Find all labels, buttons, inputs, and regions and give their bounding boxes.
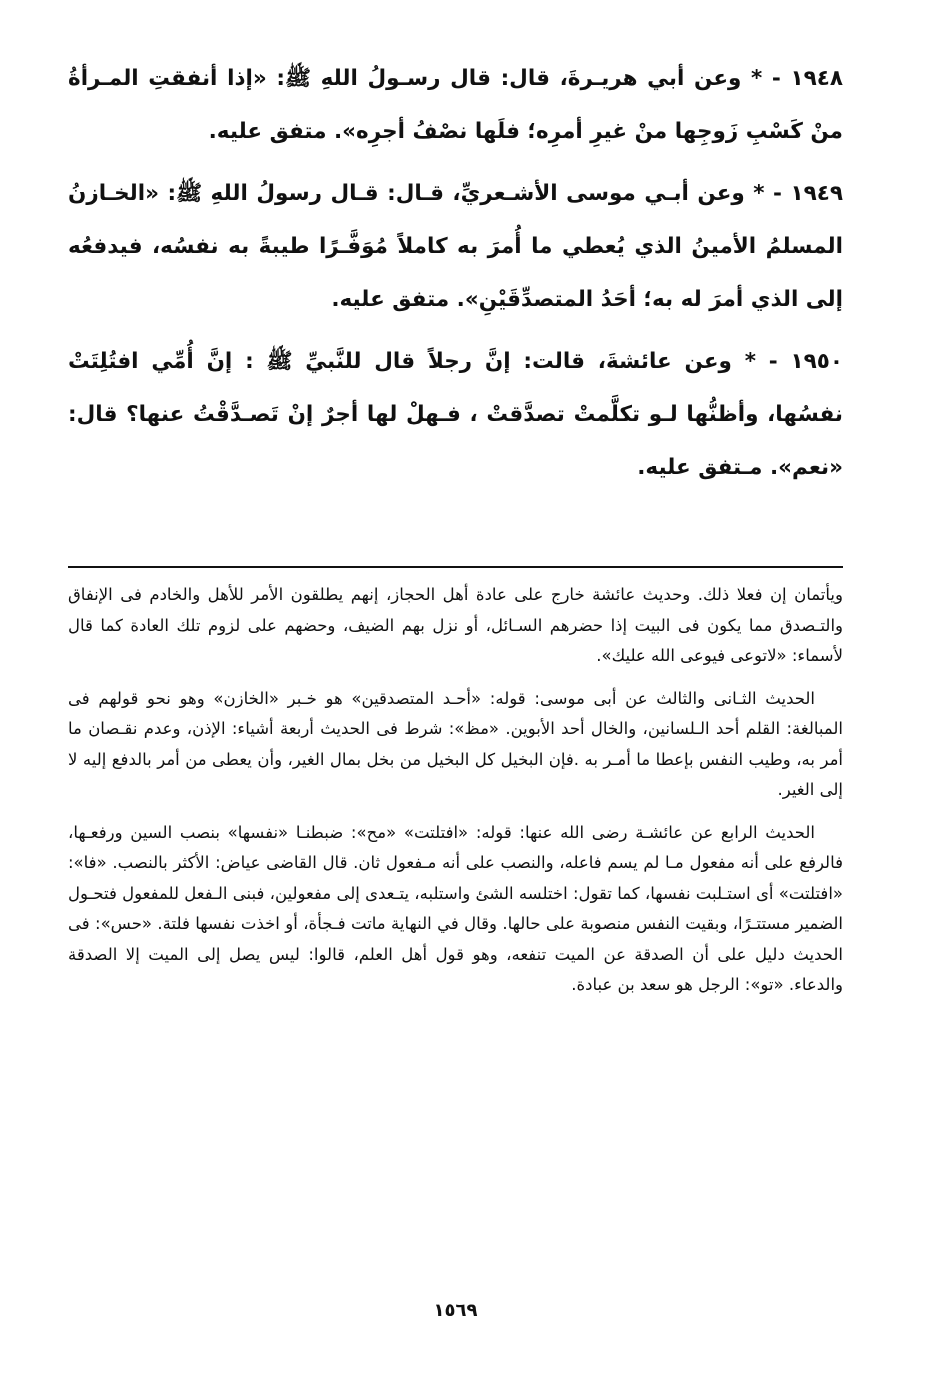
hadith-1949: ١٩٤٩ - * وعن أبـي موسى الأشـعريِّ، قـال: قـال رسولُ اللهِ ﷺ: «الخـازنُ المسلمُ الأمينُ الذي يُعطي ما أُمرَ به كاملاً مُوَفَّـرًا طيبةً به نفسُه، فيدفعُه إلى الذي أمرَ له به؛ أحَدُ المتصدِّقَيْنِ». متفق عليه. <box>68 181 843 312</box>
hadith-section <box>68 52 843 494</box>
commentary-paragraph-2: الحديث الثـانى والثالث عن أبى موسى: قوله: «أحـد المتصدقين» هو خـبر «الخازن» وهو نحو قولهم فى المبالغة: القلم أحد الـلسانين، والخال أحد الأبوين. «مظ»: شرط فى الحديث أربعة أشياء: الإذن، وعدم نقـصان ما أمر به، وطيب النفس بإعطا ما أمـر به .فإن البخيل كل البخيل من بخل بمال الغير، وأن يعطى من أمر بالدفع إليه لا إلى الغير. <box>68 688 843 799</box>
commentary-paragraph-3: الحديث الرابع عن عائشـة رضى الله عنها: قوله: «افتلتت» «مح»: ضبطنـا «نفسها» بنصب السين ورفعـها، فالرفع على أنه مفعول مـا لم يسم فاعله، والنصب على أنه مـفعول ثان. قال القاضى عياض: الأكثر بالنصب. «فا»: «افتلتت» أى استـلبت نفسها، كما تقول: اختلسه الشئ واستلبه، يتـعدى إلى مفعولين، فبنى الـفعل للمفعول فتحـول الضمير مستتـرًا، وبقيت النفس منصوبة على حالها. وقال في النهاية ماتت فـجأة، أو اخذت نفسها فلتة. «حس»: فى الحديث دليل على أن الصدقة عن الميت تنفعه، وهو قول أهل العلم، قالوا: ليس يصل إلى الميت إلا الصدقة والدعاء. «تو»: الرجل هو سعد بن عبادة. <box>68 822 843 994</box>
commentary-section <box>68 580 843 1013</box>
hadith-1948: ١٩٤٨ - * وعن أبي هريـرةَ، قال: قال رسـولُ اللهِ ﷺ: «إذا أنفقتِ المـرأةُ منْ كَسْبِ زَوجِها منْ غيرِ أمرِه؛ فلَها نصْفُ أجرِه». متفق عليه. <box>68 66 843 144</box>
footnote-divider <box>68 566 843 568</box>
page-number: ١٥٦٩ <box>433 1300 478 1321</box>
hadith-1950: ١٩٥٠ - * وعن عائشةَ، قالت: إنَّ رجلاً قال للنَّبيِّ ﷺ : إنَّ أُمِّي افتُلِتَتْ نفسُها، وأظنُّها لـو تكلَّمتْ تصدَّقتْ ، فـهلْ لها أجرٌ إنْ تَصـدَّقْتُ عنها؟ قال: «نعم». مـتفق عليه. <box>68 349 843 480</box>
commentary-paragraph-1: ويأتمان إن فعلا ذلك. وحديث عائشة خارج على عادة أهل الحجاز، إنهم يطلقون الأمر للأهل والخادم فى الإنفاق والتـصدق مما يكون فى البيت إذا حضرهم السـائل، أو نزل بهم الضيف، وحضهم على لزوم تلك العادة كما قال لأسماء: «لاتوعى فيوعى الله عليك». <box>68 585 843 665</box>
book-page <box>68 52 843 1352</box>
